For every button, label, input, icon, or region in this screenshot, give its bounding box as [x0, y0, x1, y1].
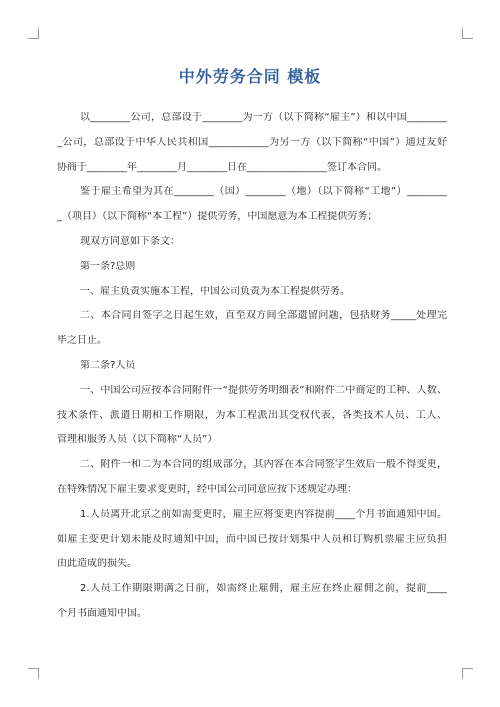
crop-mark-top-left	[28, 28, 39, 39]
body-line: 个月书面通知中国。	[57, 607, 147, 619]
body-line: 1.人员离开北京之前如需变更时，雇主应将变更内容提前____个月书面通知中国。	[80, 508, 447, 520]
body-line: _（项目）（以下简称“本工程”）提供劳务，中国愿意为本工程提供劳务；	[57, 211, 378, 223]
body-line: 二、附件一和二为本合同的组成部分，其内容在本合同签字生效后一般不得变更，	[80, 459, 447, 471]
crop-mark-bottom-right	[462, 668, 473, 679]
crop-mark-bottom-left	[28, 668, 39, 679]
body-line: 以________公司，总部设于________为一方（以下简称“雇主”）和以中国________	[80, 112, 447, 123]
crop-mark-top-right	[462, 28, 473, 39]
body-line: 管理和服务人员（以下简称“人员”）	[57, 434, 218, 446]
body-line: _公司，总部设于中华人民共和国____________为另一方（以下简称“中国”）通过友好	[57, 136, 447, 148]
document-title: 中外劳务合同 模板	[178, 67, 322, 86]
document-body	[57, 112, 447, 633]
body-line: 如雇主变更计划未能及时通知中国，而中国已按计划集中人员和订购机票雇主应负担	[57, 533, 447, 545]
body-line: 2.人员工作期限期满之日前，如需终止雇佣，雇主应在终止雇佣之前，提前____	[80, 583, 447, 595]
body-line: 在特殊情况下雇主要求变更时，经中国公司同意应按下述规定办理：	[57, 483, 357, 495]
body-line: 第一条?总则	[80, 260, 136, 272]
body-line: 技术条件、派遣日期和工作期限，为本工程派出其受权代表，各类技术人员、工人、	[57, 409, 447, 421]
body-line: 现双方同意如下条文：	[80, 235, 180, 247]
body-line: 一、雇主负责实施本工程，中国公司负责为本工程提供劳务。	[80, 285, 350, 297]
body-line: 一、中国公司应按本合同附件一“提供劳务明细表”和附件二中商定的工种、人数、	[80, 384, 447, 396]
body-line: 毕之日止。	[57, 335, 107, 347]
body-line: 协商于________年________月________日在________________签订本合同。	[57, 161, 387, 173]
body-line: 鉴于雇主希望为其在________（国）________（地）（以下简称“工地”）________	[80, 186, 447, 198]
body-line: 第二条?人员	[80, 359, 136, 371]
body-line: 二、本合同自签字之日起生效，直至双方间全部遗留问题，包括财务_____处理完	[80, 310, 447, 322]
body-line: 由此造成的损失。	[57, 558, 137, 570]
